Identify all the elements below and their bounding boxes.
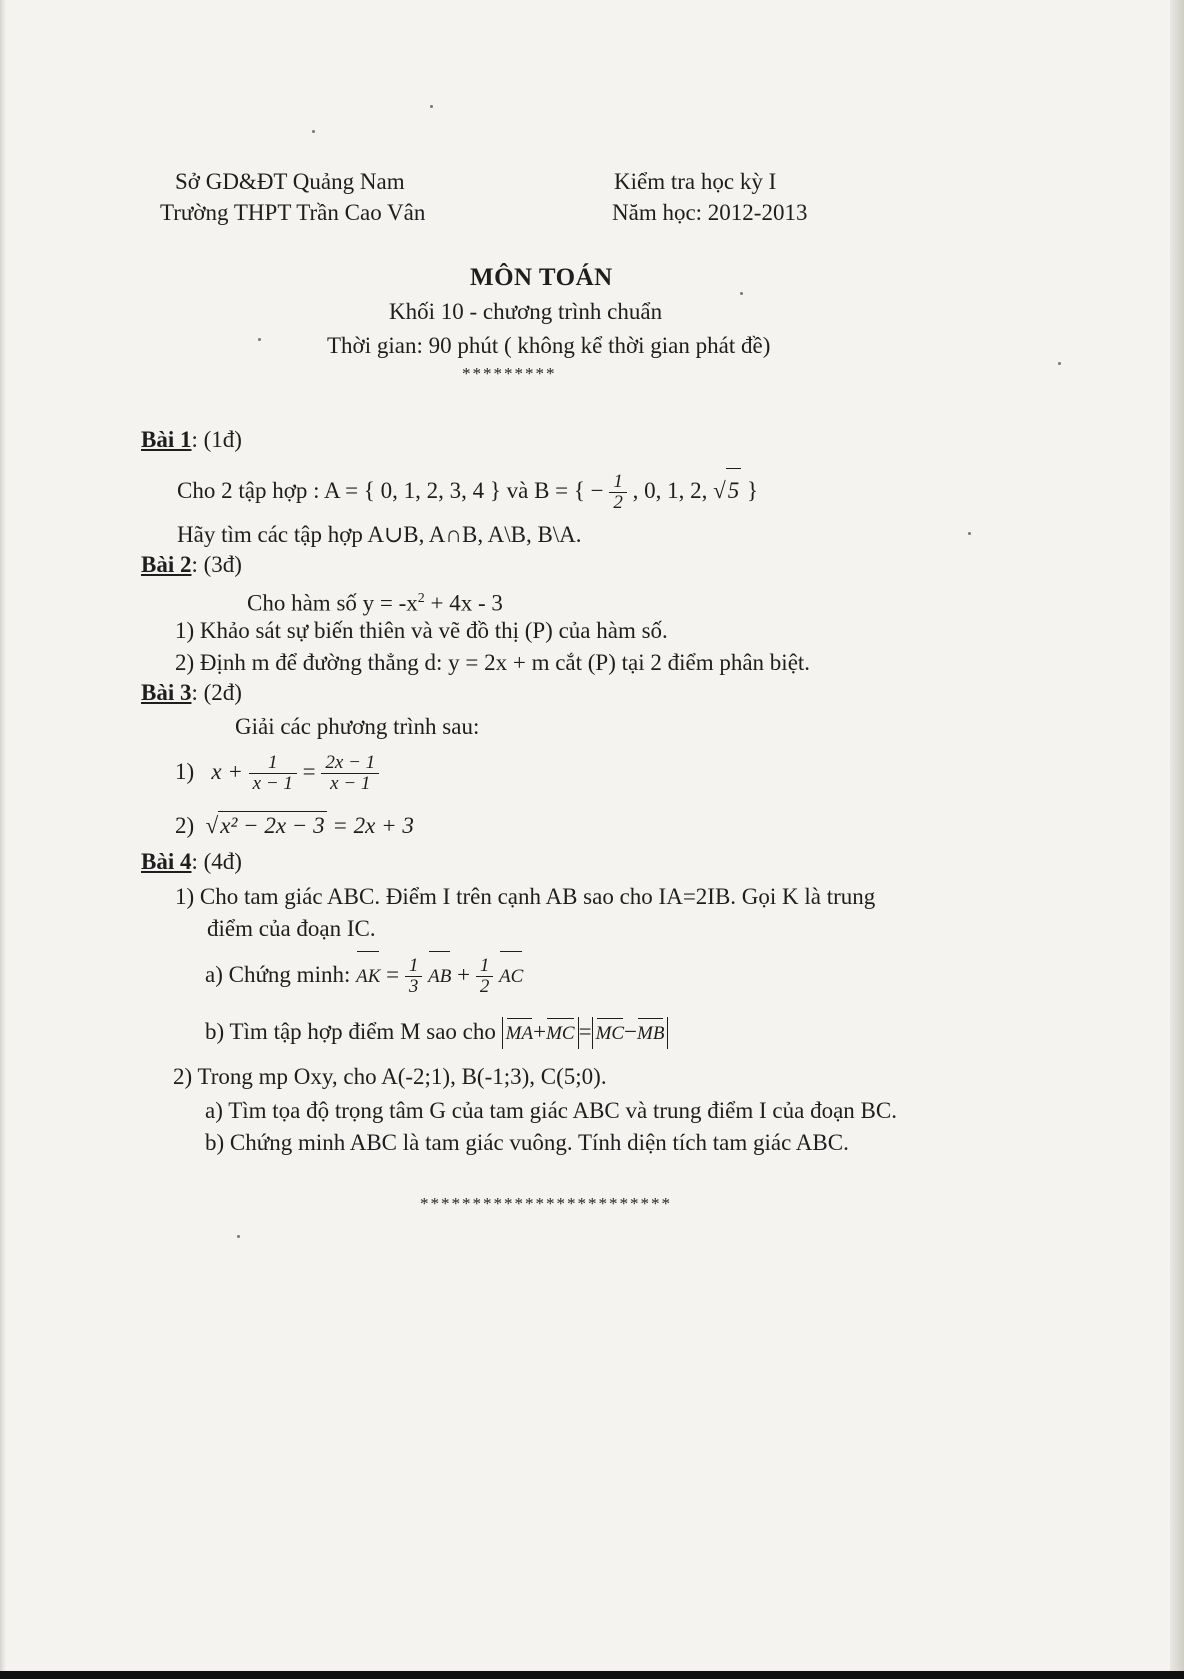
bai2-function [247,585,503,618]
bai1-sets [177,468,758,513]
plus-sign: + [533,1019,547,1044]
part-label: a) Chứng minh: [205,962,351,987]
fraction-2x-minus-1-over-x-minus-1 [321,753,379,794]
plus-sign: + [457,962,471,987]
fraction-denominator: 2 [613,492,623,514]
bai1-set-close: } [747,478,759,503]
fraction-one-half [609,472,627,513]
equation-term: x + [211,759,243,784]
scan-edge-right [1170,0,1184,1679]
bai2-heading [141,551,242,579]
vector-ac: AC [499,950,523,1002]
bai3-equation-1 [175,748,379,796]
bai1-task: Hãy tìm các tập hợp A∪B, A∩B, A\B, B\A. [177,522,582,547]
vector-mc: MC [596,1017,625,1049]
vector-ma: MA [506,1017,533,1049]
bai2-points: : (3đ) [191,552,242,577]
scan-speck [968,532,971,535]
bai3-points: : (2đ) [191,680,242,705]
bai1-set-text: Cho 2 tập hợp : A = { 0, 1, 2, 3, 4 } và B = { − [177,478,604,503]
fraction-denominator: x − 1 [330,773,371,795]
bai3-intro: Giải các phương trình sau: [235,714,480,739]
scan-speck [258,338,261,341]
vector-ab: AB [428,950,451,1002]
bai1-points: : (1đ) [191,427,242,452]
scan-edge-left [0,0,6,1679]
function-text: Cho hàm số y = -x [247,590,418,616]
equals-sign: = [386,962,400,987]
sqrt-five: 5 [726,468,742,513]
scan-speck [312,130,315,133]
abs-difference [592,1017,669,1049]
sqrt-symbol: √ [713,478,726,503]
bai4-part1-line1: 1) Cho tam giác ABC. Điểm I trên cạnh AB sao cho IA=2IB. Gọi K là trung [175,884,876,909]
bai2-label: Bài 2 [141,552,192,577]
bai4-part2a: a) Tìm tọa độ trọng tâm G của tam giác ABC và trung điểm I của đoạn BC. [205,1098,897,1123]
abs-sum [502,1017,579,1049]
function-exponent: 2 [417,591,425,606]
fraction-one-half [476,956,494,997]
bai4-heading [141,848,242,876]
fraction-denominator: x − 1 [252,773,293,795]
scan-speck [430,105,433,108]
header-school: Trường THPT Trần Cao Vân [160,200,426,225]
bai4-part1b [205,1015,668,1049]
header-exam-type: Kiểm tra học kỳ I [614,169,777,194]
vector-ak: AK [356,950,380,1002]
equals-sign: = [302,759,316,784]
header-school-year: Năm học: 2012-2013 [612,200,808,225]
bai4-label: Bài 4 [141,849,192,874]
sqrt-radicand: x² − 2x − 3 [220,813,325,838]
title-separator: ********* [462,364,557,383]
bai1-label: Bài 1 [141,427,192,452]
function-tail: + 4x - 3 [424,590,503,616]
bai4-points: : (4đ) [191,849,242,874]
sqrt-symbol: √ [205,813,219,838]
scan-bottom-bar [0,1671,1184,1679]
scan-speck [237,1235,240,1238]
footer-separator: ************************ [420,1194,672,1213]
fraction-denominator: 3 [408,976,419,998]
fraction-numerator: 1 [249,753,297,774]
equals-sign: = [578,1019,592,1044]
part-label: b) Tìm tập hợp điểm M sao cho [205,1019,496,1044]
vector-mb: MB [637,1017,664,1049]
scan-speck [740,292,743,295]
vector-mc: MC [546,1017,575,1049]
fraction-one-over-x-minus-1 [249,753,297,794]
header-department: Sở GD&ĐT Quảng Nam [175,169,405,194]
bai1-heading [141,426,242,454]
bai3-label: Bài 3 [141,680,192,705]
bai4-part2: 2) Trong mp Oxy, cho A(-2;1), B(-1;3), C(5;0). [173,1064,607,1089]
grade-line: Khối 10 - chương trình chuẩn [389,299,663,324]
bai1-set-mid: , 0, 1, 2, [632,478,708,503]
minus-sign: − [624,1019,638,1044]
bai4-part1a [205,950,523,1002]
bai3-heading [141,679,242,707]
subject-title: MÔN TOÁN [470,264,613,291]
fraction-one-third [405,956,423,997]
scan-speck [1058,362,1061,365]
fraction-numerator: 1 [476,956,494,977]
time-line: Thời gian: 90 phút ( không kể thời gian phát đề) [327,333,771,358]
fraction-denominator: 2 [479,976,490,998]
fraction-numerator: 1 [405,956,423,977]
bai2-question-2: 2) Định m để đường thẳng d: y = 2x + m cắt (P) tại 2 điểm phân biệt. [175,650,811,675]
equation-number: 2) [175,813,195,838]
fraction-numerator: 2x − 1 [321,753,379,774]
bai2-question-1: 1) Khảo sát sự biến thiên và vẽ đồ thị (P) của hàm số. [175,618,668,643]
fraction-numerator: 1 [609,472,627,493]
equation-number: 1) [175,759,195,784]
bai4-part2b: b) Chứng minh ABC là tam giác vuông. Tính diện tích tam giác ABC. [205,1130,849,1155]
bai4-part1-line2: điểm của đoạn IC. [207,916,376,941]
equation-rhs: = 2x + 3 [332,813,414,838]
bai3-equation-2 [175,811,414,840]
